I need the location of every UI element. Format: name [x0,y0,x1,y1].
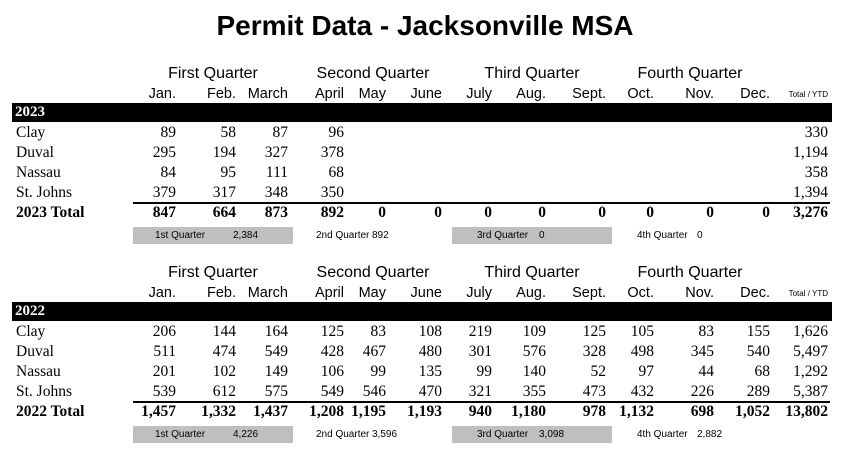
month-header: March [247,285,288,301]
row-label: 2023 Total [16,204,85,221]
month-header: Sept. [572,86,606,102]
table-cell: 108 [418,323,442,340]
quarter-header: Second Quarter [316,264,430,281]
month-header: March [247,86,288,102]
table-cell: 873 [264,204,288,221]
table-cell: 0 [434,204,442,221]
table-cell: 0 [598,204,606,221]
month-header: April [314,285,344,301]
table-cell: 355 [522,383,546,400]
table-cell: 97 [638,363,654,380]
table-cell: 58 [220,124,236,141]
row-label: Clay [16,323,46,340]
table-cell: 1,437 [253,403,288,420]
quarter-summary-value: 4,226 [233,429,259,440]
month-header: Nov. [685,86,714,102]
table-cell: 96 [328,124,344,141]
quarter-summary-label: 3rd Quarter [477,230,529,241]
month-header: July [466,285,492,301]
quarter-header: First Quarter [168,65,258,82]
table-cell: 576 [522,343,546,360]
month-header: Oct. [627,86,654,102]
quarter-summary-label: 1st Quarter [155,429,206,440]
table-cell: 1,208 [309,403,344,420]
month-header: May [358,285,386,301]
month-header: Nov. [685,285,714,301]
quarter-summary-value: 0 [539,230,545,241]
table-cell: 540 [746,343,770,360]
table-cell: 83 [370,323,386,340]
table-cell: 95 [220,164,236,181]
table-cell: 549 [264,343,288,360]
month-header: June [410,285,442,301]
year-label: 2022 [15,303,45,319]
quarter-summary-value: 0 [697,230,703,241]
table-cell: 44 [698,363,714,380]
table-cell: 144 [212,323,236,340]
quarter-summary-value: 3,596 [372,429,398,440]
ytd-cell: 1,394 [793,184,828,201]
quarter-summary-label: 1st Quarter [155,230,206,241]
quarter-summary-box [452,227,612,244]
month-header: Jan. [148,86,176,102]
month-header: Aug. [516,86,546,102]
quarter-header: Third Quarter [484,264,580,281]
year-bar [12,302,832,321]
ytd-cell: 358 [804,164,828,181]
total-divider [133,202,830,204]
table-cell: 1,180 [511,403,546,420]
table-cell: 164 [264,323,288,340]
table-cell: 473 [582,383,606,400]
table-cell: 664 [212,204,236,221]
quarter-summary-label: 3rd Quarter [477,429,529,440]
ytd-cell: 1,194 [793,144,828,161]
month-header: Sept. [572,285,606,301]
ytd-cell: 1,626 [793,323,828,340]
table-cell: 0 [646,204,654,221]
table-cell: 149 [264,363,288,380]
ytd-cell: 3,276 [793,204,828,221]
table-cell: 978 [582,403,606,420]
table-cell: 1,052 [735,403,770,420]
table-cell: 432 [630,383,654,400]
quarter-header: Third Quarter [484,65,580,82]
table-cell: 511 [153,343,176,360]
table-cell: 575 [264,383,288,400]
table-cell: 125 [320,323,344,340]
table-cell: 467 [362,343,386,360]
month-header: Feb. [206,86,236,102]
month-header: Dec. [740,86,770,102]
table-cell: 378 [320,144,344,161]
table-cell: 52 [590,363,606,380]
row-label: St. Johns [16,184,72,201]
month-header: Oct. [627,285,654,301]
table-cell: 109 [522,323,546,340]
table-cell: 470 [418,383,442,400]
total-divider [133,401,830,403]
quarter-summary-value: 2,384 [233,230,259,241]
table-cell: 140 [522,363,546,380]
row-label: St. Johns [16,383,72,400]
table-cell: 0 [378,204,386,221]
year-label: 2023 [15,104,45,120]
table-cell: 317 [212,184,236,201]
table-cell: 219 [468,323,492,340]
table-cell: 1,193 [407,403,442,420]
table-cell: 206 [152,323,176,340]
row-label: Duval [16,144,54,161]
row-label: 2022 Total [16,403,85,420]
page-title: Permit Data - Jacksonville MSA [216,10,634,41]
table-cell: 0 [762,204,770,221]
table-cell: 474 [212,343,236,360]
table-cell: 847 [152,204,176,221]
table-cell: 89 [160,124,176,141]
ytd-cell: 330 [804,124,828,141]
quarter-summary-label: 2nd Quarter [316,429,370,440]
table-cell: 125 [582,323,606,340]
table-cell: 135 [418,363,442,380]
ytd-cell: 1,292 [793,363,828,380]
month-header: Jan. [148,285,176,301]
quarter-summary-label: 4th Quarter [637,230,688,241]
month-header: May [358,86,386,102]
table-cell: 0 [538,204,546,221]
ytd-cell: 5,497 [793,343,828,360]
row-label: Clay [16,124,46,141]
quarter-summary-value: 2,882 [697,429,723,440]
row-label: Nassau [16,164,61,181]
table-cell: 546 [362,383,386,400]
table-cell: 0 [706,204,714,221]
table-cell: 1,132 [619,403,654,420]
table-cell: 498 [630,343,654,360]
row-label: Nassau [16,363,61,380]
month-header: July [466,86,492,102]
quarter-summary-value: 3,098 [539,429,565,440]
ytd-header: Total / YTD [788,289,828,298]
month-header: June [410,86,442,102]
table-cell: 348 [264,184,288,201]
table-cell: 68 [328,164,344,181]
quarter-header: First Quarter [168,264,258,281]
table-cell: 105 [630,323,654,340]
quarter-summary-box [452,426,612,443]
quarter-header: Fourth Quarter [637,65,743,82]
ytd-cell: 5,387 [793,383,828,400]
table-cell: 327 [264,144,288,161]
table-cell: 201 [152,363,176,380]
table-cell: 698 [690,403,714,420]
table-cell: 940 [468,403,492,420]
table-cell: 321 [468,383,492,400]
table-cell: 289 [746,383,770,400]
table-cell: 68 [754,363,770,380]
table-cell: 194 [212,144,236,161]
table-cell: 892 [320,204,344,221]
table-cell: 549 [320,383,344,400]
month-header: Feb. [206,285,236,301]
ytd-header: Total / YTD [788,90,828,99]
table-cell: 155 [746,323,770,340]
table-cell: 102 [212,363,236,380]
month-header: Dec. [740,285,770,301]
table-cell: 328 [582,343,606,360]
quarter-header: Fourth Quarter [637,264,743,281]
year-bar [12,103,832,122]
table-cell: 480 [418,343,442,360]
table-cell: 87 [272,124,288,141]
table-cell: 539 [152,383,176,400]
table-cell: 345 [690,343,714,360]
table-cell: 111 [265,164,288,181]
table-cell: 99 [370,363,386,380]
table-cell: 1,457 [141,403,176,420]
table-cell: 295 [152,144,176,161]
table-cell: 226 [690,383,714,400]
table-cell: 83 [698,323,714,340]
table-cell: 106 [320,363,344,380]
table-cell: 0 [484,204,492,221]
quarter-summary-label: 2nd Quarter [316,230,370,241]
table-cell: 350 [320,184,344,201]
table-cell: 1,332 [201,403,236,420]
quarter-summary-value: 892 [372,230,389,241]
table-cell: 612 [212,383,236,400]
month-header: Aug. [516,285,546,301]
quarter-summary-label: 4th Quarter [637,429,688,440]
row-label: Duval [16,343,54,360]
month-header: April [314,86,344,102]
table-cell: 428 [320,343,344,360]
table-cell: 301 [468,343,492,360]
table-cell: 84 [160,164,176,181]
table-cell: 1,195 [351,403,386,420]
ytd-cell: 13,802 [785,403,828,420]
quarter-header: Second Quarter [316,65,430,82]
table-cell: 379 [152,184,176,201]
table-cell: 99 [476,363,492,380]
